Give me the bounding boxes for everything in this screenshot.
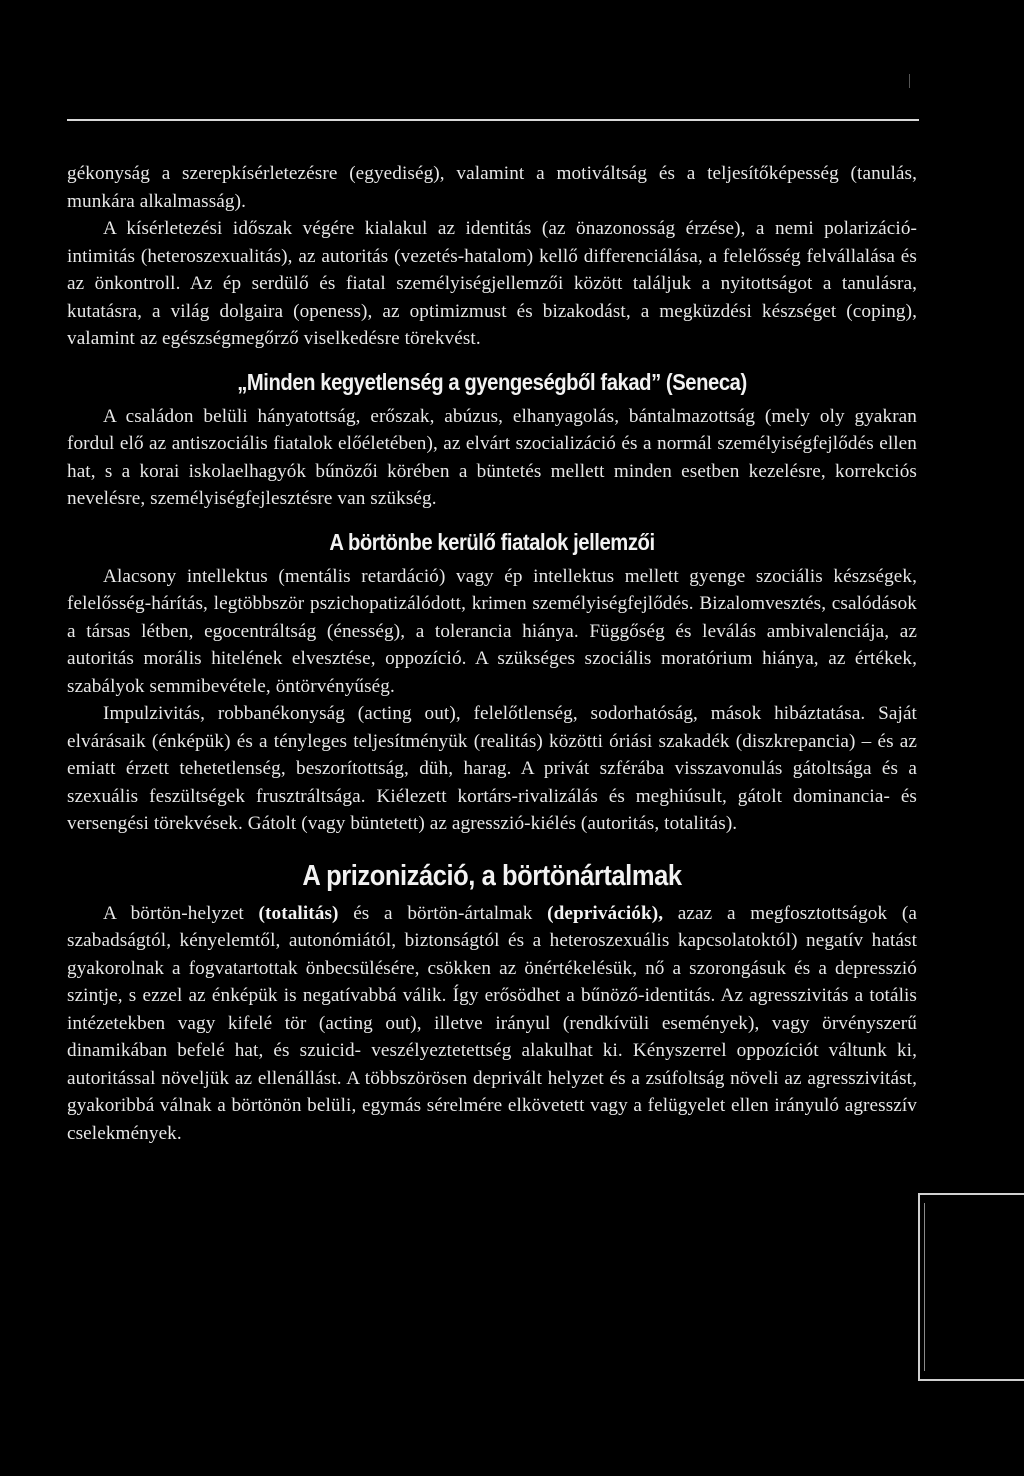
intro-paragraph: A kísérletezési időszak végére kialakul az identitás (az önazonosság érzése), a nemi polarizáció-intimitás (heteroszexualitás), az autoritás (vezetés-hatalom) kellő differenciálása, a felelősség felvállalása és az önkontroll. Az ép serdülő és fiatal személyiségjellemzői között találjuk a nyitottságot a tanulásra, kutatásra, a világ dolgaira (openess), az optimizmust és bizakodást, a megküzdési készséget (coping), valamint az egészségmegőrző viselkedésre törekvést. (67, 218, 917, 349)
page-body (67, 160, 917, 1147)
section3-paragraph (67, 900, 917, 1148)
section3-bold-totality: (totalitás) (258, 902, 339, 924)
top-rule (67, 119, 919, 121)
section-heading-seneca: „Minden kegyetlenség a gyengeségből fakad” (Seneca) (237, 368, 747, 395)
section3-text-rest: azaz a megfosztottságok (a szabadságtól, kényelemtől, autonómiától, biztonságtól és a heteroszexuális kapcsolatoktól) negatív hatást gyakorolnak a fogvatartottak önbecsülésére, csökken az önértékelésük, nő a szorongásuk és a depresszió szintje, s ezzel az énképük is negatívabbá válik. Így erősödhet a bűnöző-identitás. Az agresszivitás a totális intézetekben vagy kifelé tör (acting out), illetve irányul (rendkívüli események), vagy örvényszerű dinamikában befelé hat, és szuicid- veszélyeztetettség alakulhat ki. Kényszerrel oppozíciót váltunk ki, autoritással növeljük az ellenállást. A többszörösen deprivált helyzet és a zsúfoltság növeli az agresszivitást, gyakoribbá válnak a börtönön belüli, egymás sérelmére elkövetett vagy a felügyelet ellen irányuló agresszív cselekmények. (67, 902, 917, 1144)
section1-paragraph: A családon belüli hányatottság, erőszak, abúzus, elhanyagolás, bántalmazottság (mely oly gyakran fordul elő az antiszociális fiatalok előéletében), az elvárt szocializáció és a normál személyiségfejlődés ellen hat, s a korai iskolaelhagyók bűnözői körében a büntetés mellett minden esetben kezelésre, korrekciós nevelésre, személyiségfejlesztésre van szükség. (67, 405, 917, 509)
side-margin-box-inner-line (924, 1203, 1024, 1371)
section2-paragraph-2: Impulzivitás, robbanékonyság (acting out), felelőtlenség, sodorhatóság, mások hibáztatása. Saját elvárásaik (énképük) és a tényleges teljesítményük (realitás) közötti óriási szakadék (diszkrepancia) – és az emiatt érzett tehetetlenség, beszorítottság, düh, harag. A privát szférába visszavonulás gátoltsága és a szexuális feszültségek frusztráltsága. Kiélezett kortárs-rivalizálás és meghiúsult, gátolt dominancia- és versengési törekvések. Gátolt (vagy büntetett) az agresszió-kiélés (autoritás, totalitás). (67, 703, 917, 834)
section-heading-young-prisoners: A börtönbe kerülő fiatalok jellemzői (329, 528, 655, 555)
intro-continuation: gékonyság a szerepkísérletezésre (egyediség), valamint a motiváltság és a teljesítőképesség (tanulás, munkára alkalmasság). (67, 163, 917, 212)
scan-speck (909, 74, 910, 88)
section3-text-mid: és a börtön-ártalmak (338, 902, 548, 924)
section3-text-start: A börtön-helyzet (103, 902, 259, 924)
side-margin-box (918, 1193, 1024, 1381)
section2-paragraph-1: Alacsony intellektus (mentális retardáció) vagy ép intellektus mellett gyenge szociális készségek, felelősség-hárítás, legtöbbször pszichopatizálódott, krimen személyiségfejlődés. Bizalomvesztés, csalódások a társas létben, egocentráltság (énesség), a tolerancia hiánya. Függőség és leválás ambivalenciája, az autoritás morális hitelének elvesztése, oppozíció. A szükséges szociális moratórium hiánya, az értékek, szabályok semmibevétele, öntörvényűség. (67, 565, 917, 697)
section3-bold-deprivations: (deprivációk), (547, 902, 664, 924)
section-heading-prisonization: A prizonizáció, a börtönártalmak (302, 859, 682, 892)
